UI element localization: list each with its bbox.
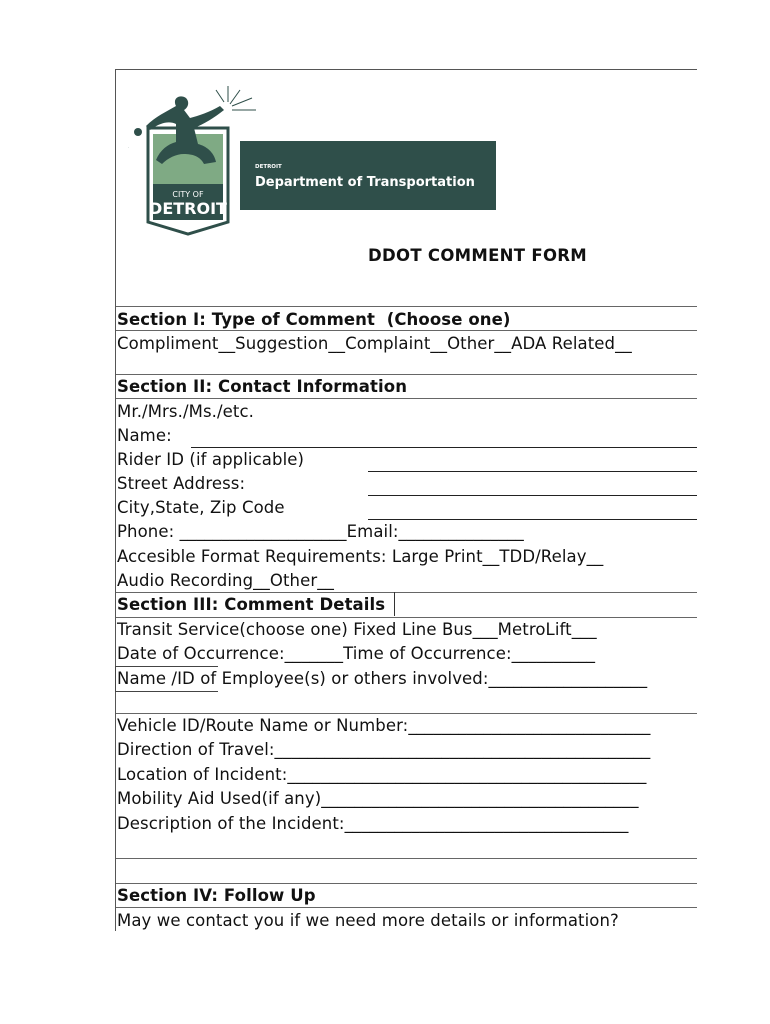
section2-heading: Section II: Contact Information — [117, 377, 408, 396]
rider-id-field[interactable] — [368, 471, 697, 472]
divider — [116, 592, 697, 593]
form-frame-left — [115, 69, 116, 931]
blank-line[interactable] — [116, 858, 697, 859]
vehicle-route-line[interactable]: Vehicle ID/Route Name or Number:_____________________________ — [117, 716, 651, 735]
description-line[interactable]: Description of the Incident:__________________________________ — [117, 814, 629, 833]
street-address-label: Street Address: — [117, 474, 246, 493]
section4-heading: Section IV: Follow Up — [117, 886, 316, 905]
section3-heading: Section III: Comment Details — [117, 595, 386, 614]
follow-up-question: May we contact you if we need more details or information? — [117, 911, 619, 930]
transit-service-line[interactable]: Transit Service(choose one) Fixed Line Bus___MetroLift___ — [117, 620, 597, 639]
logo-department: Department of Transportation — [255, 175, 475, 190]
divider — [116, 617, 697, 618]
form-title: DDOT COMMENT FORM — [368, 246, 587, 265]
cell-cursor — [394, 592, 395, 616]
section1-heading: Section I: Type of Comment (Choose one) — [117, 310, 511, 329]
employee-line[interactable]: Name /ID of Employee(s) or others involved:___________________ — [117, 669, 648, 688]
accessible-format-line[interactable]: Accesible Format Requirements: Large Print__TDD/Relay__ — [117, 547, 604, 566]
city-state-zip-field[interactable] — [368, 519, 697, 520]
divider — [116, 398, 697, 399]
mobility-aid-line[interactable]: Mobility Aid Used(if any)______________________________________ — [117, 789, 639, 808]
name-label: Name: — [117, 426, 172, 445]
divider — [116, 883, 697, 884]
comment-type-options[interactable]: Compliment__Suggestion__Complaint__Other__ADA Related__ — [117, 334, 632, 353]
street-address-field[interactable] — [368, 495, 697, 496]
form-frame-top — [115, 69, 697, 70]
direction-line[interactable]: Direction of Travel:_____________________________________________ — [117, 740, 651, 759]
city-of-detroit-ddot-logo — [128, 84, 500, 236]
divider — [116, 306, 697, 307]
phone-email-line[interactable]: Phone: ____________________Email:_______________ — [117, 522, 524, 541]
logo-small-caption: DETROIT — [255, 164, 282, 170]
salutation-label: Mr./Mrs./Ms./etc. — [117, 402, 255, 421]
location-line[interactable]: Location of Incident:___________________________________________ — [117, 765, 647, 784]
logo-city: DETROIT — [149, 199, 227, 218]
divider — [116, 374, 697, 375]
divider — [116, 907, 697, 908]
blank-line[interactable] — [116, 713, 697, 714]
divider — [116, 330, 697, 331]
rider-id-label: Rider ID (if applicable) — [117, 450, 305, 469]
date-time-line[interactable]: Date of Occurrence:_______Time of Occurrence:__________ — [117, 644, 596, 663]
logo-city-of: CITY OF — [172, 190, 204, 199]
audio-recording-line[interactable]: Audio Recording__Other__ — [117, 571, 334, 590]
city-state-zip-label: City,State, Zip Code — [117, 498, 285, 517]
name-field[interactable] — [191, 447, 697, 448]
